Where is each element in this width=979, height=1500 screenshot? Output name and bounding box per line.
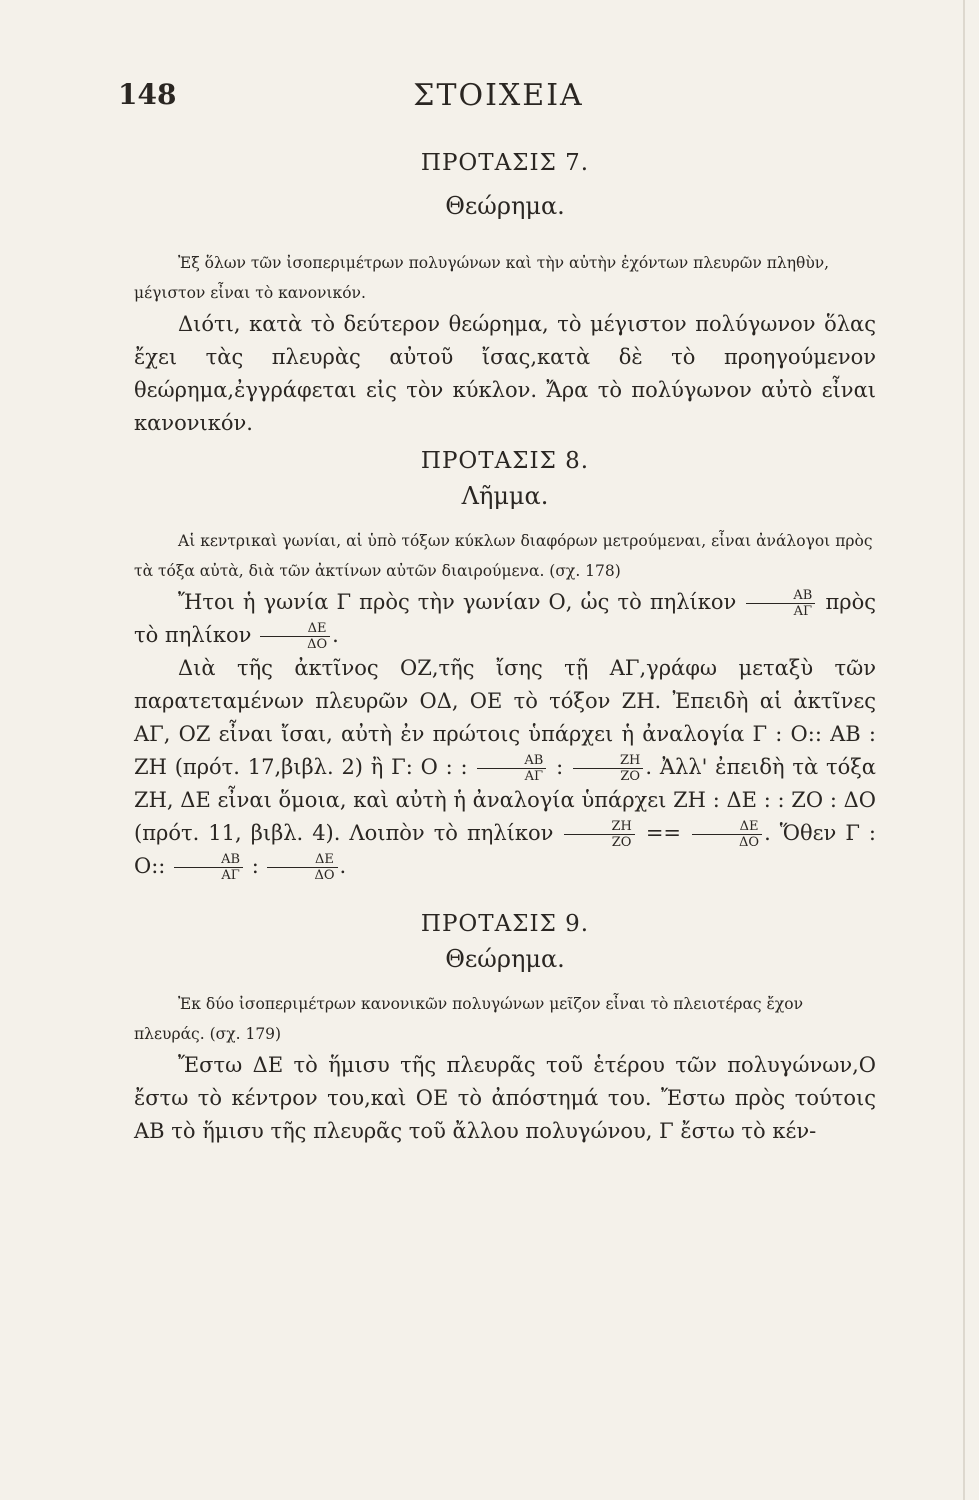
text-run: . (339, 854, 347, 878)
text-run: . Ὅθεν Γ : Ο:: (134, 821, 876, 878)
lemma-label: Λῆμμα. (461, 482, 549, 510)
text-run: . Ἀλλ' ἐπειδὴ τὰ τόξα ΖΗ, ΔΕ εἶναι ὅμοια, καὶ αὐτὴ ἡ ἀναλογία ὑπάρχει ΖΗ : ΔΕ : : ΖΟ : ΔΟ (πρότ. 11, βιβλ. 4). Λοιπὸν τὸ πηλίκον (134, 755, 876, 845)
fraction (746, 588, 815, 619)
running-title: ΣΤΟΙΧΕΙΑ (413, 78, 584, 113)
fraction-denominator: ΔΟ (739, 835, 760, 850)
text-run: Διὰ τῆς ἀκτῖνος ΟΖ,τῆς ἴσης τῇ ΑΓ,γράφω μεταξὺ τῶν παρατεταμένων πλευρῶν ΟΔ, ΟΕ τὸ τόξον ΖΗ. Ἐπειδὴ αἱ ἀκτῖνες ΑΓ, ΟΖ εἶναι ἴσαι, αὐτὴ ἐν πρώτοις ὑπάρχει ἡ ἀναλογία Γ : Ο:: ΑΒ : ΖΗ (πρότ. 17,βιβλ. 2) ἢ Γ: Ο : : (134, 656, 876, 779)
fraction-numerator: ΑΒ (746, 588, 815, 604)
fraction (260, 621, 330, 652)
fraction-denominator: ΖΟ (611, 835, 632, 850)
fraction-numerator: ΖΗ (564, 819, 634, 835)
proposition-heading: ΠΡΟΤΑΣΙΣ 7. (420, 150, 590, 176)
fraction-denominator: ΔΟ (314, 868, 335, 883)
fraction-denominator: ΖΟ (620, 769, 641, 784)
fraction-numerator: ΔΕ (692, 819, 762, 835)
lemma-paragraph-1 (134, 586, 876, 652)
fraction-numerator: ΖΗ (573, 753, 643, 769)
text-run: πρὸς τὸ πηλίκον (134, 590, 876, 647)
fraction-denominator: ΑΓ (793, 604, 813, 619)
fraction (174, 852, 243, 883)
page-header (118, 78, 879, 118)
proposition-7 (134, 150, 876, 440)
fraction-denominator: ΔΟ (307, 637, 328, 652)
lemma-paragraph-2 (134, 652, 876, 883)
fraction-numerator: ΔΕ (267, 852, 337, 868)
fraction-denominator: ΑΓ (221, 868, 240, 883)
equals-sign: == (645, 821, 682, 845)
text-run: . (332, 623, 339, 647)
proof-paragraph: Διότι, κατὰ τὸ δεύτερον θεώρημα, τὸ μέγιστον πολύγωνον ὅλας ἔχει τὰς πλευρὰς αὐτοῦ ἴσας,κατὰ δὲ τὸ προηγούμενον θεώρημα,ἐγγράφεται εἰς τὸν κύκλον. Ἄρα τὸ πολύγωνον αὐτὸ εἶναι κανονικόν. (134, 312, 876, 435)
proposition-heading: ΠΡΟΤΑΣΙΣ 9. (420, 911, 590, 937)
theorem-label: Θεώρημα. (445, 192, 565, 220)
lemma-statement: Αἱ κεντρικαὶ γωνίαι, αἱ ὑπὸ τόξων κύκλων διαφόρων μετρούμεναι, εἶναι ἀνάλογοι πρὸς τὰ τόξα αὐτὰ, διὰ τῶν ἀκτίνων αὐτῶν διαιρούμενα. (σχ. 178) (134, 532, 873, 580)
fraction-numerator: ΔΕ (260, 621, 330, 637)
fraction (564, 819, 634, 850)
page-number: 148 (118, 78, 177, 111)
fraction-numerator: ΑΒ (174, 852, 243, 868)
fraction (267, 852, 337, 883)
fraction (692, 819, 762, 850)
proposition-9 (134, 911, 876, 1148)
proof-paragraph: Ἔστω ΔΕ τὸ ἥμισυ τῆς πλευρᾶς τοῦ ἑτέρου τῶν πολυγώνων,Ο ἔστω τὸ κέντρον του,καὶ ΟΕ τὸ ἀπόστημά του. Ἔστω πρὸς τούτοις ΑΒ τὸ ἥμισυ τῆς πλευρᾶς τοῦ ἄλλου πολυγώνου, Γ ἔστω τὸ κέν- (134, 1053, 876, 1143)
page-edge-shadow (963, 0, 965, 1500)
theorem-label: Θεώρημα. (445, 945, 565, 973)
fraction-numerator: ΑΒ (477, 753, 546, 769)
theorem-statement: Ἐξ ὅλων τῶν ἰσοπεριμέτρων πολυγώνων καὶ τὴν αὐτὴν ἐχόντων πλευρῶν πληθὺν, μέγιστον εἶναι τὸ κανονικόν. (134, 254, 830, 302)
proposition-heading: ΠΡΟΤΑΣΙΣ 8. (420, 448, 590, 474)
proposition-8 (134, 448, 876, 883)
text-run: Ἤτοι ἡ γωνία Γ πρὸς τὴν γωνίαν Ο, ὡς τὸ πηλίκον (178, 590, 737, 614)
page-body (134, 150, 876, 1148)
fraction (573, 753, 643, 784)
ratio-separator: : (556, 755, 564, 779)
fraction (477, 753, 546, 784)
fraction-denominator: ΑΓ (524, 769, 544, 784)
theorem-statement: Ἐκ δύο ἰσοπεριμέτρων κανονικῶν πολυγώνων μεῖζον εἶναι τὸ πλειοτέρας ἔχον πλευράς. (σχ. 179) (134, 995, 803, 1043)
ratio-separator: : (251, 854, 259, 878)
